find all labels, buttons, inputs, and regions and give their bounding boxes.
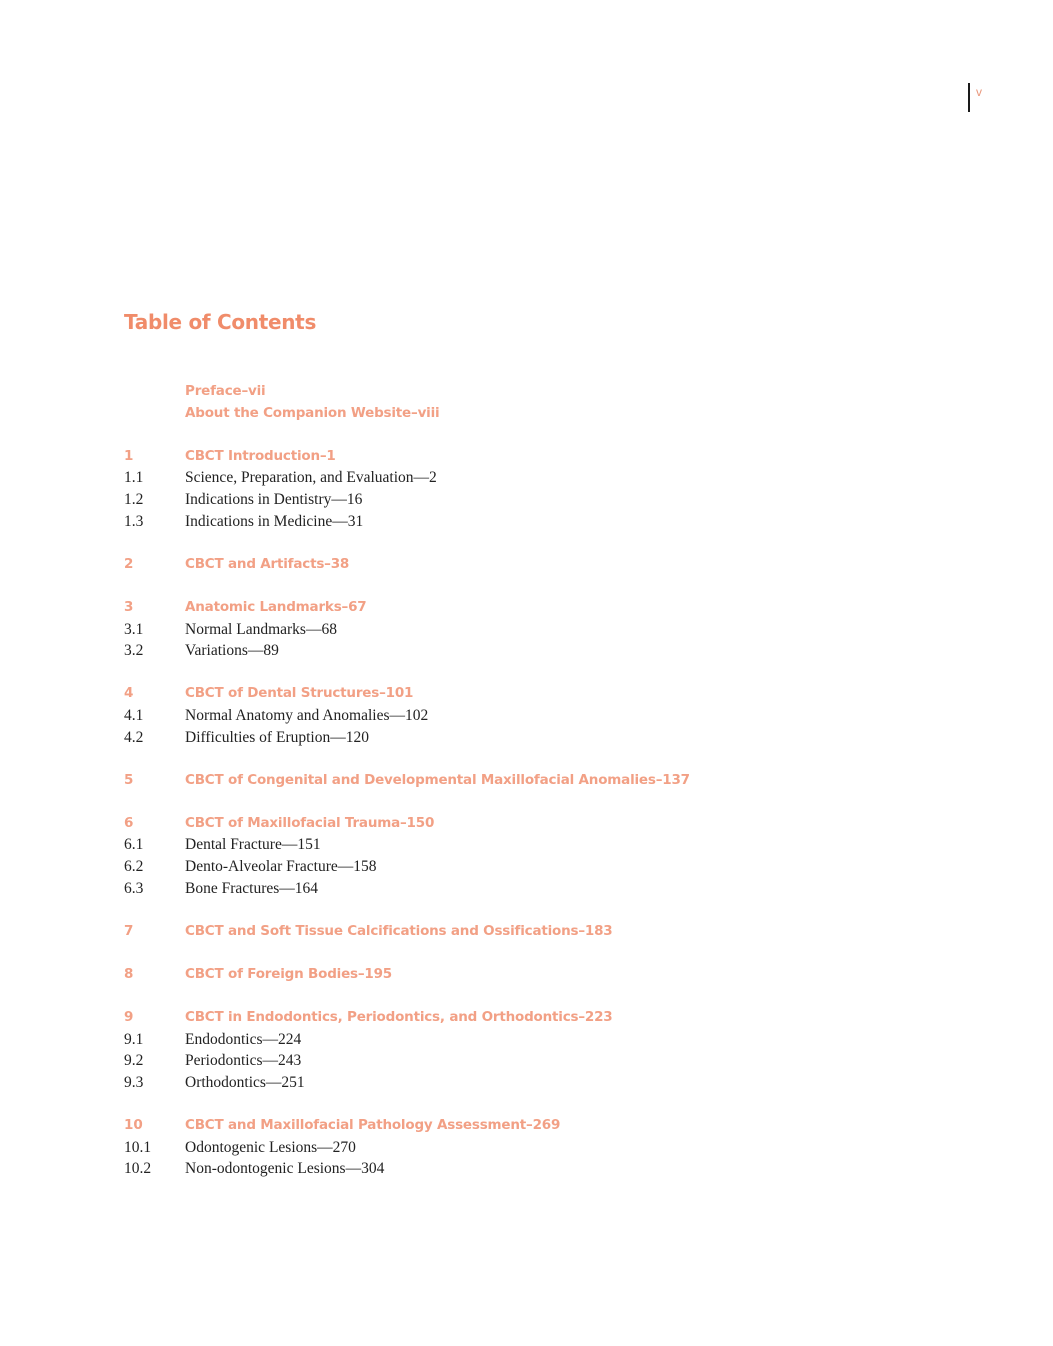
chapter-number: 4: [124, 685, 134, 702]
section-number: 1.1: [124, 469, 144, 487]
toc-section-entry[interactable]: [124, 489, 924, 511]
section-title[interactable]: Orthodontics—251: [185, 1074, 305, 1091]
chapter-title[interactable]: About the Companion Website–viii: [185, 404, 440, 421]
section-title[interactable]: Periodontics—243: [185, 1052, 302, 1070]
section-number: 9.2: [124, 1052, 144, 1070]
section-title[interactable]: Non-odontogenic Lesions—304: [185, 1160, 385, 1178]
section-title[interactable]: Dento-Alveolar Fracture—158: [185, 858, 377, 876]
toc-chapter-entry[interactable]: [124, 1007, 924, 1029]
chapter-title[interactable]: CBCT and Maxillofacial Pathology Assessment–269: [185, 1117, 561, 1134]
section-number: 6.3: [124, 879, 144, 897]
toc-section-entry[interactable]: [124, 1050, 924, 1072]
chapter-title[interactable]: CBCT of Congenital and Developmental Maxillofacial Anomalies–137: [185, 771, 690, 788]
toc-chapter-entry[interactable]: [124, 770, 924, 792]
section-number: 9.3: [124, 1074, 144, 1091]
toc-section-entry[interactable]: [124, 1029, 924, 1051]
toc-spacer: [124, 532, 924, 554]
section-title[interactable]: Science, Preparation, and Evaluation—2: [185, 469, 437, 487]
section-title[interactable]: Indications in Dentistry—16: [185, 490, 363, 508]
section-number: 4.2: [124, 728, 144, 746]
toc-section-entry[interactable]: [124, 705, 924, 727]
toc-section-entry[interactable]: [124, 640, 924, 662]
chapter-number: 5: [124, 771, 134, 788]
toc-front-matter-entry[interactable]: [124, 381, 924, 403]
chapter-title[interactable]: CBCT and Artifacts–38: [185, 555, 350, 572]
toc-chapter-entry[interactable]: [124, 1115, 924, 1137]
toc-chapter-entry[interactable]: [124, 446, 924, 468]
toc-spacer: [124, 662, 924, 684]
toc-chapter-entry[interactable]: [124, 597, 924, 619]
section-number: 1.3: [124, 512, 144, 530]
chapter-number: 7: [124, 922, 134, 939]
chapter-number: 6: [124, 814, 134, 831]
chapter-number: 3: [124, 598, 134, 615]
chapter-title[interactable]: CBCT of Foreign Bodies–195: [185, 966, 393, 983]
toc-chapter-entry[interactable]: [124, 554, 924, 576]
toc-section-entry[interactable]: [124, 878, 924, 900]
section-number: 3.2: [124, 642, 144, 660]
section-number: 9.1: [124, 1030, 144, 1048]
page-number: v: [976, 85, 982, 99]
toc-title: Table of Contents: [124, 310, 317, 334]
toc-list: [124, 381, 924, 1180]
section-number: 4.1: [124, 706, 144, 724]
toc-chapter-entry[interactable]: [124, 813, 924, 835]
toc-spacer: [124, 791, 924, 813]
section-number: 1.2: [124, 490, 144, 508]
chapter-number: 10: [124, 1117, 143, 1134]
chapter-number: 1: [124, 447, 134, 464]
chapter-number: 8: [124, 966, 134, 983]
section-title[interactable]: Variations—89: [185, 642, 279, 660]
section-number: 3.1: [124, 620, 144, 638]
section-title[interactable]: Dental Fracture—151: [185, 836, 321, 854]
toc-spacer: [124, 899, 924, 921]
page-marker-bar: [968, 83, 970, 112]
section-number: 6.2: [124, 858, 144, 876]
toc-section-entry[interactable]: [124, 727, 924, 749]
toc-section-entry[interactable]: [124, 619, 924, 641]
toc-spacer: [124, 986, 924, 1008]
chapter-title[interactable]: CBCT Introduction–1: [185, 447, 336, 464]
toc-spacer: [124, 424, 924, 446]
chapter-number: 9: [124, 1009, 134, 1026]
toc-section-entry[interactable]: [124, 467, 924, 489]
toc-section-entry[interactable]: [124, 1158, 924, 1180]
section-title[interactable]: Normal Landmarks—68: [185, 620, 337, 638]
toc-chapter-entry[interactable]: [124, 683, 924, 705]
chapter-title[interactable]: Anatomic Landmarks–67: [185, 598, 367, 615]
section-title[interactable]: Normal Anatomy and Anomalies—102: [185, 706, 429, 724]
chapter-title[interactable]: CBCT and Soft Tissue Calcifications and Ossifications–183: [185, 922, 613, 939]
toc-section-entry[interactable]: [124, 834, 924, 856]
toc-spacer: [124, 575, 924, 597]
toc-section-entry[interactable]: [124, 856, 924, 878]
toc-spacer: [124, 942, 924, 964]
section-title[interactable]: Difficulties of Eruption—120: [185, 728, 369, 746]
toc-chapter-entry[interactable]: [124, 964, 924, 986]
section-title[interactable]: Endodontics—224: [185, 1030, 302, 1048]
section-title[interactable]: Indications in Medicine—31: [185, 512, 364, 530]
toc-chapter-entry[interactable]: [124, 921, 924, 943]
section-title[interactable]: Odontogenic Lesions—270: [185, 1138, 356, 1156]
toc-section-entry[interactable]: [124, 1137, 924, 1159]
chapter-title[interactable]: CBCT of Dental Structures–101: [185, 685, 414, 702]
section-title[interactable]: Bone Fractures—164: [185, 879, 319, 897]
toc-front-matter-entry[interactable]: [124, 403, 924, 425]
chapter-title[interactable]: Preface–vii: [185, 383, 266, 399]
section-number: 6.1: [124, 836, 144, 854]
chapter-number: 2: [124, 555, 134, 572]
section-number: 10.1: [124, 1138, 152, 1156]
page-marker: [968, 83, 1008, 112]
section-number: 10.2: [124, 1160, 152, 1178]
toc-section-entry[interactable]: [124, 511, 924, 533]
chapter-title[interactable]: CBCT in Endodontics, Periodontics, and Orthodontics–223: [185, 1009, 613, 1026]
toc-section-entry[interactable]: [124, 1072, 924, 1094]
toc-spacer: [124, 748, 924, 770]
toc-spacer: [124, 1094, 924, 1116]
chapter-title[interactable]: CBCT of Maxillofacial Trauma–150: [185, 814, 435, 831]
